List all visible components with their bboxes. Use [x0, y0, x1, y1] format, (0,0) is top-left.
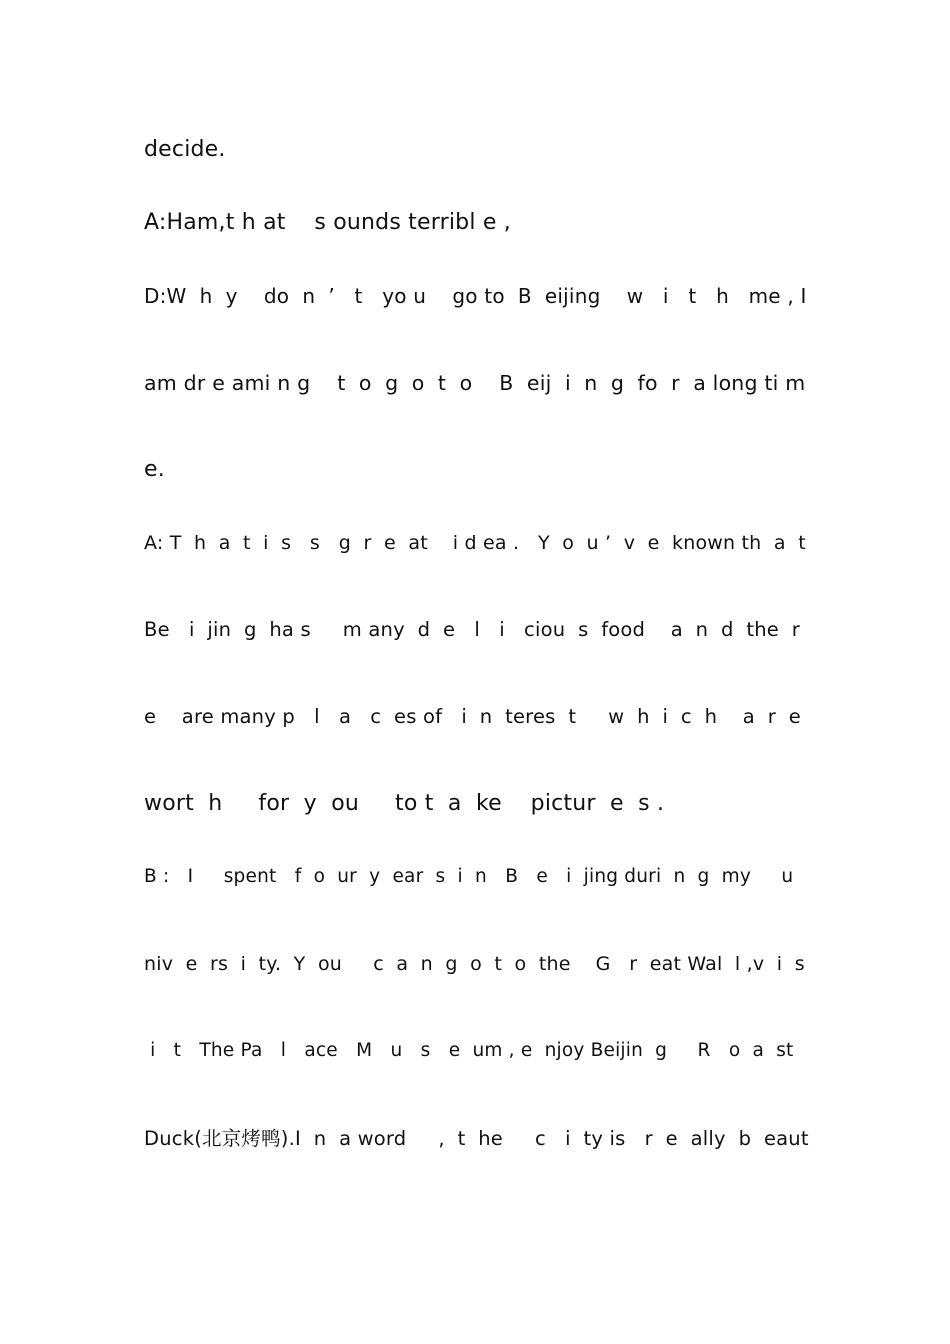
text-line: D:W h y do n ’ t yo u go to B eijing w i t h me , I	[144, 284, 807, 308]
text-line: Be i jin g ha s m any d e l i ciou s food a n d the r	[144, 618, 801, 641]
text-line: Duck(北京烤鸭).I n a word , t he c i ty is r e ally b eaut	[144, 1127, 809, 1150]
text-line: am dr e ami n g t o g o t o B eij i n g fo r a long ti m	[144, 371, 806, 395]
text-line: e are many p l a c es of i n teres t w h i c h a r e	[144, 705, 801, 728]
text-line: e.	[144, 457, 165, 482]
text-line: wort h for y ou to t a ke pictur e s .	[144, 791, 665, 816]
text-line: A:Ham,t h at s ounds terribl e ,	[144, 210, 511, 235]
text-line: B : I spent f o ur y ear s i n B e i jing duri n g my u	[144, 866, 794, 887]
text-line: i t The Pa l ace M u s e um , e njoy Beijin g R o a st	[144, 1040, 794, 1061]
text-line: decide.	[144, 137, 226, 162]
text-line: A: T h a t i s s g r e at i d ea . Y o u ’ v e known th a t	[144, 532, 806, 554]
text-line: niv e rs i ty. Y ou c a n g o t o the G r eat Wal l ,v i s	[144, 953, 805, 975]
